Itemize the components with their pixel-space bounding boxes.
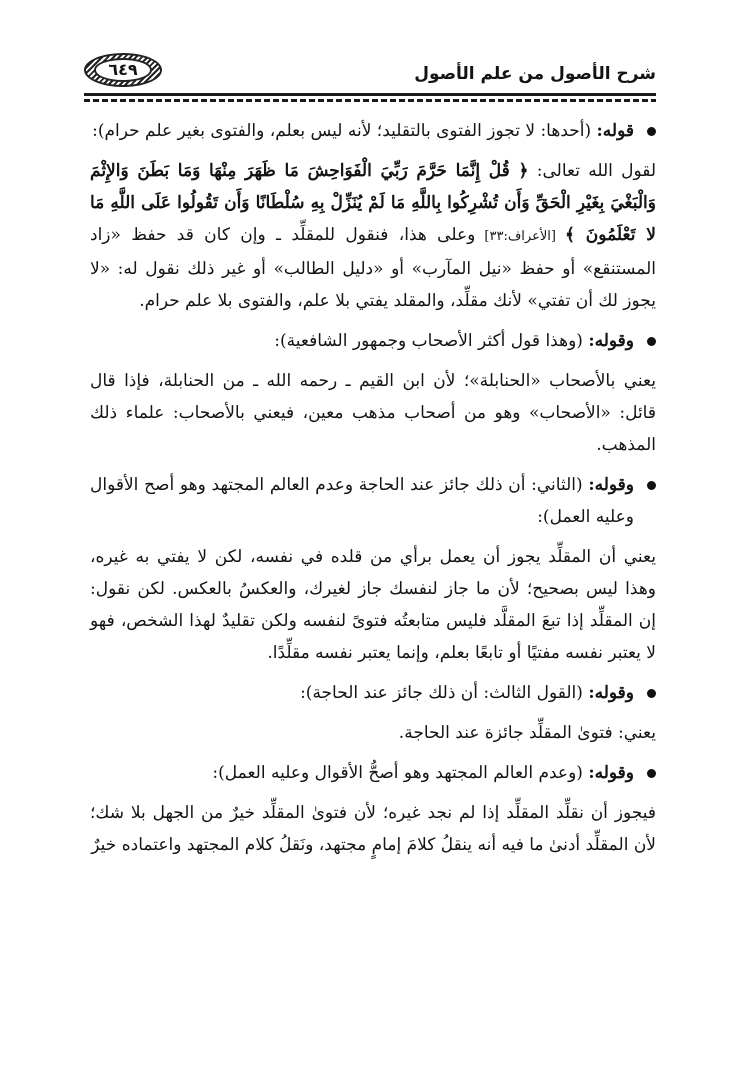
commentary-quote — [90, 757, 656, 789]
header-dashed-rule — [84, 99, 656, 102]
header-rule — [84, 93, 656, 96]
paragraph-text: فيجوز أن نقلِّد المقلِّد إذا لم نجد غيره؛ لأن فتوىٰ المقلِّد خيرٌ من الجهل بلا شك؛ لأن المقلِّد أدنىٰ ما فيه أنه ينقلُ كلامَ إمامٍ مجتهد، ونَقلُ كلام المجتهد واعتماده خيرٌ — [90, 803, 656, 855]
commentary-quote — [90, 115, 656, 147]
paragraph — [90, 365, 656, 461]
paragraph-text: يعني: فتوىٰ المقلِّد جائزة عند الحاجة. — [398, 723, 656, 743]
bullet-icon — [647, 481, 656, 490]
book-title: شرح الأصول من علم الأصول — [414, 64, 656, 84]
page-number: ٦٤٩ — [94, 58, 152, 82]
quote-lead: قوله: — [596, 121, 634, 141]
quote-text: (وهذا قول أكثر الأصحاب وجمهور الشافعية): — [274, 331, 589, 351]
paragraph — [90, 717, 656, 749]
quote-lead: وقوله: — [588, 475, 634, 495]
bullet-icon — [647, 689, 656, 698]
paragraph — [90, 541, 656, 669]
commentary-quote — [90, 469, 656, 533]
verse-reference: [الأعراف:٣٣] — [475, 229, 565, 244]
bullet-icon — [647, 337, 656, 346]
quote-text: (القول الثالث: أن ذلك جائز عند الحاجة): — [300, 683, 589, 703]
quote-lead: وقوله: — [588, 331, 634, 351]
quote-lead: وقوله: — [588, 763, 634, 783]
quote-lead: وقوله: — [588, 683, 634, 703]
paragraph — [90, 155, 656, 317]
bullet-icon — [647, 127, 656, 136]
quote-text: (الثاني: أن ذلك جائز عند الحاجة وعدم العالم المجتهد وهو أصح الأقوال وعليه العمل): — [90, 475, 634, 527]
page-body — [90, 115, 656, 869]
page-header — [84, 40, 656, 92]
page-number-badge — [84, 53, 162, 87]
paragraph-intro: لقول الله تعالى: — [528, 161, 657, 181]
paragraph-text: يعني أن المقلِّد يجوز أن يعمل برأي من قلده في نفسه، لكن لا يفتي به غيره، وهذا ليس بصحيح؛ لأن ما جاز لنفسك جاز لغيرك، والعكسُ بالعكس. لكن نقول: إن المقلِّد إذا تبعَ المقلَّد فليس متابعتُه فتوىً لنفسه ولكن تقليدٌ لهذا الشخص، فهو لا يعتبر نفسه مفتيًا أو تابعًا بعلم، وإنما يعتبر نفسه مقلِّدًا. — [90, 547, 656, 663]
quote-text: (أحدها: لا تجوز الفتوى بالتقليد؛ لأنه ليس بعلم، والفتوى بغير علم حرام): — [92, 121, 597, 141]
paragraph-text: وعلى هذا، فنقول للمقلِّد ـ وإن كان قد حفظ «زاد المستنقع» أو حفظ «نيل المآرب» أو «دليل الطالب» أو غير ذلك نقول له: «لا يجوز لك أن تفتي» لأنك مقلِّد، والمقلد يفتي بلا علم، والفتوى بلا علم حرام. — [90, 225, 656, 311]
commentary-quote — [90, 325, 656, 357]
quote-text: (وعدم العالم المجتهد وهو أصحُّ الأقوال وعليه العمل): — [212, 763, 589, 783]
paragraph-text: يعني بالأصحاب «الحنابلة»؛ لأن ابن القيم ـ رحمه الله ـ من الحنابلة، فإذا قال قائل: «الأصحاب» وهو من أصحاب مذهب معين، فيعني بالأصحاب: علماء ذلك المذهب. — [90, 371, 656, 455]
paragraph — [90, 797, 656, 861]
bullet-icon — [647, 769, 656, 778]
commentary-quote — [90, 677, 656, 709]
quran-verse: ﴿ قُلْ إِنَّمَا حَرَّمَ رَبِّيَ الْفَوَاحِشَ مَا ظَهَرَ مِنْهَا وَمَا بَطَنَ وَالإِثْمَ وَالْبَغْيَ بِغَيْرِ الْحَقِّ وَأَن تُشْرِكُوا بِاللَّهِ مَا لَمْ يُنَزِّلْ بِهِ سُلْطَانًا وَأَن تَقُولُوا عَلَى اللَّهِ مَا لا تَعْلَمُونَ ﴾ — [90, 161, 656, 245]
